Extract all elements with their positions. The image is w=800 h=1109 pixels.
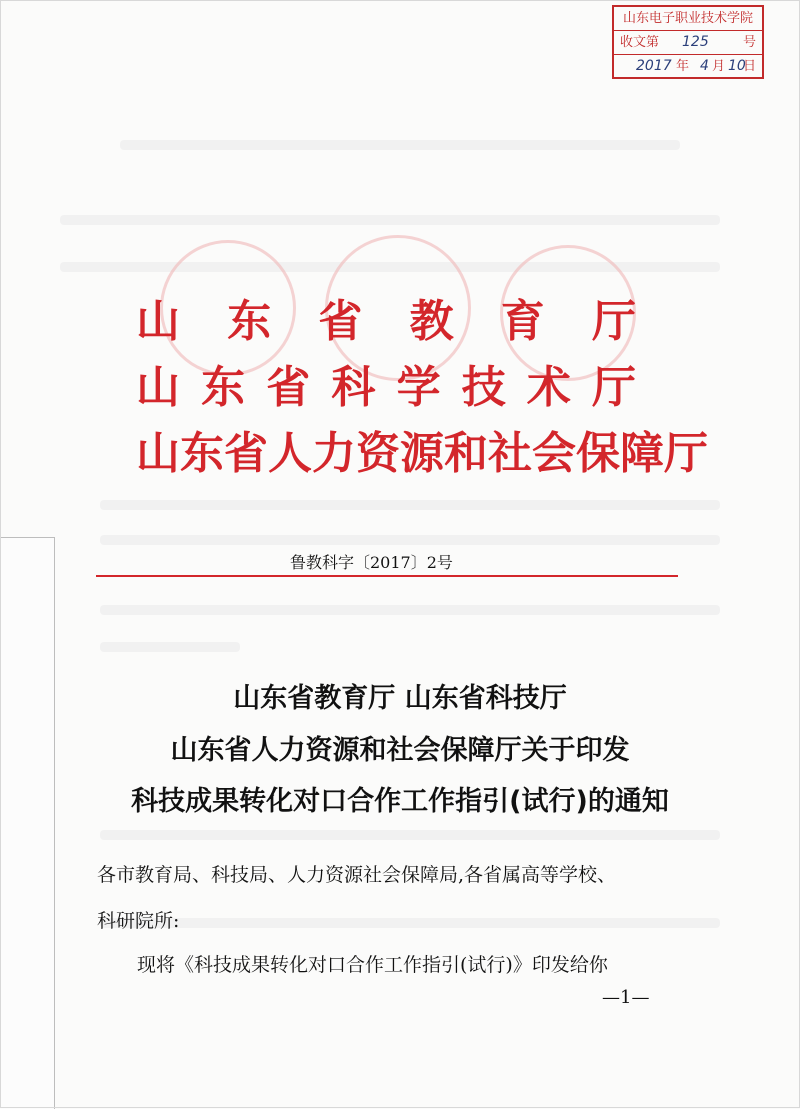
issuer-char: 山 [136,362,180,413]
show-through-line [100,500,720,510]
stamp-year-unit: 年 [676,59,690,74]
show-through-line [100,642,240,652]
show-through-line [120,140,680,150]
issuer-char: 省 [224,428,268,479]
issuer-char: 教 [409,296,454,347]
issuer-char: 保 [576,428,620,479]
show-through-line [100,535,720,545]
issuer-char: 会 [532,428,576,479]
page-number: —1— [602,987,650,1008]
issuer-char: 东 [227,296,272,347]
issuer-char: 障 [620,428,664,479]
issuer-1 [136,296,636,348]
show-through-line [100,830,720,840]
issuer-char: 省 [266,362,311,413]
stamp-number-row [614,31,762,55]
stamp-day-unit: 日 [742,59,756,74]
issuer-char: 山 [136,428,180,479]
issuer-char: 力 [312,428,356,479]
issuer-char: 省 [318,296,363,347]
title-line-2: 山东省人力资源和社会保障厅关于印发 [170,735,630,766]
paper-edge-strip [0,537,55,1109]
stamp-year: 2017 [636,58,672,74]
show-through-line [100,605,720,615]
stamp-month-unit: 月 [712,59,726,74]
title-line-1: 山东省教育厅 山东省科技厅 [233,683,567,714]
issuer-char: 术 [526,362,571,413]
issuer-char: 学 [396,362,441,413]
issuer-char: 源 [400,428,444,479]
issuer-char: 科 [331,362,376,413]
issuer-char: 厅 [591,296,636,347]
issuer-char: 技 [461,362,506,413]
issuer-char: 东 [180,428,224,479]
stamp-institution: 山东电子职业技术学院 [614,7,762,31]
issuer-3 [136,428,708,480]
body-first-line: 现将《科技成果转化对口合作工作指引(试行)》印发给你 [137,954,608,976]
title-line-3: 科技成果转化对口合作工作指引(试行)的通知 [131,786,669,817]
show-through-line [60,215,720,225]
document-number: 鲁教科字〔2017〕2号 [290,553,453,572]
red-divider [96,575,678,577]
stamp-receipt-unit: 号 [742,35,756,50]
issuer-char: 东 [201,362,246,413]
issuer-char: 和 [444,428,488,479]
stamp-receipt-label: 收文第 [620,35,660,50]
issuer-2 [136,362,636,414]
issuer-char: 厅 [591,362,636,413]
stamp-receipt-number: 125 [682,34,709,50]
issuer-char: 育 [500,296,545,347]
issuer-char: 资 [356,428,400,479]
issuer-char: 山 [136,296,180,347]
show-through-line [100,918,720,928]
stamp-month: 4 [700,58,709,74]
recipients-line-1: 各市教育局、科技局、人力资源社会保障局,各省属高等学校、 [97,864,617,886]
issuer-char: 人 [268,428,312,479]
stamp-day: 10 [728,58,746,74]
receipt-stamp [612,5,764,79]
issuer-char: 厅 [664,428,708,479]
stamp-date-row [614,55,762,79]
issuer-char: 社 [488,428,532,479]
recipients-line-2: 科研院所: [97,910,180,932]
